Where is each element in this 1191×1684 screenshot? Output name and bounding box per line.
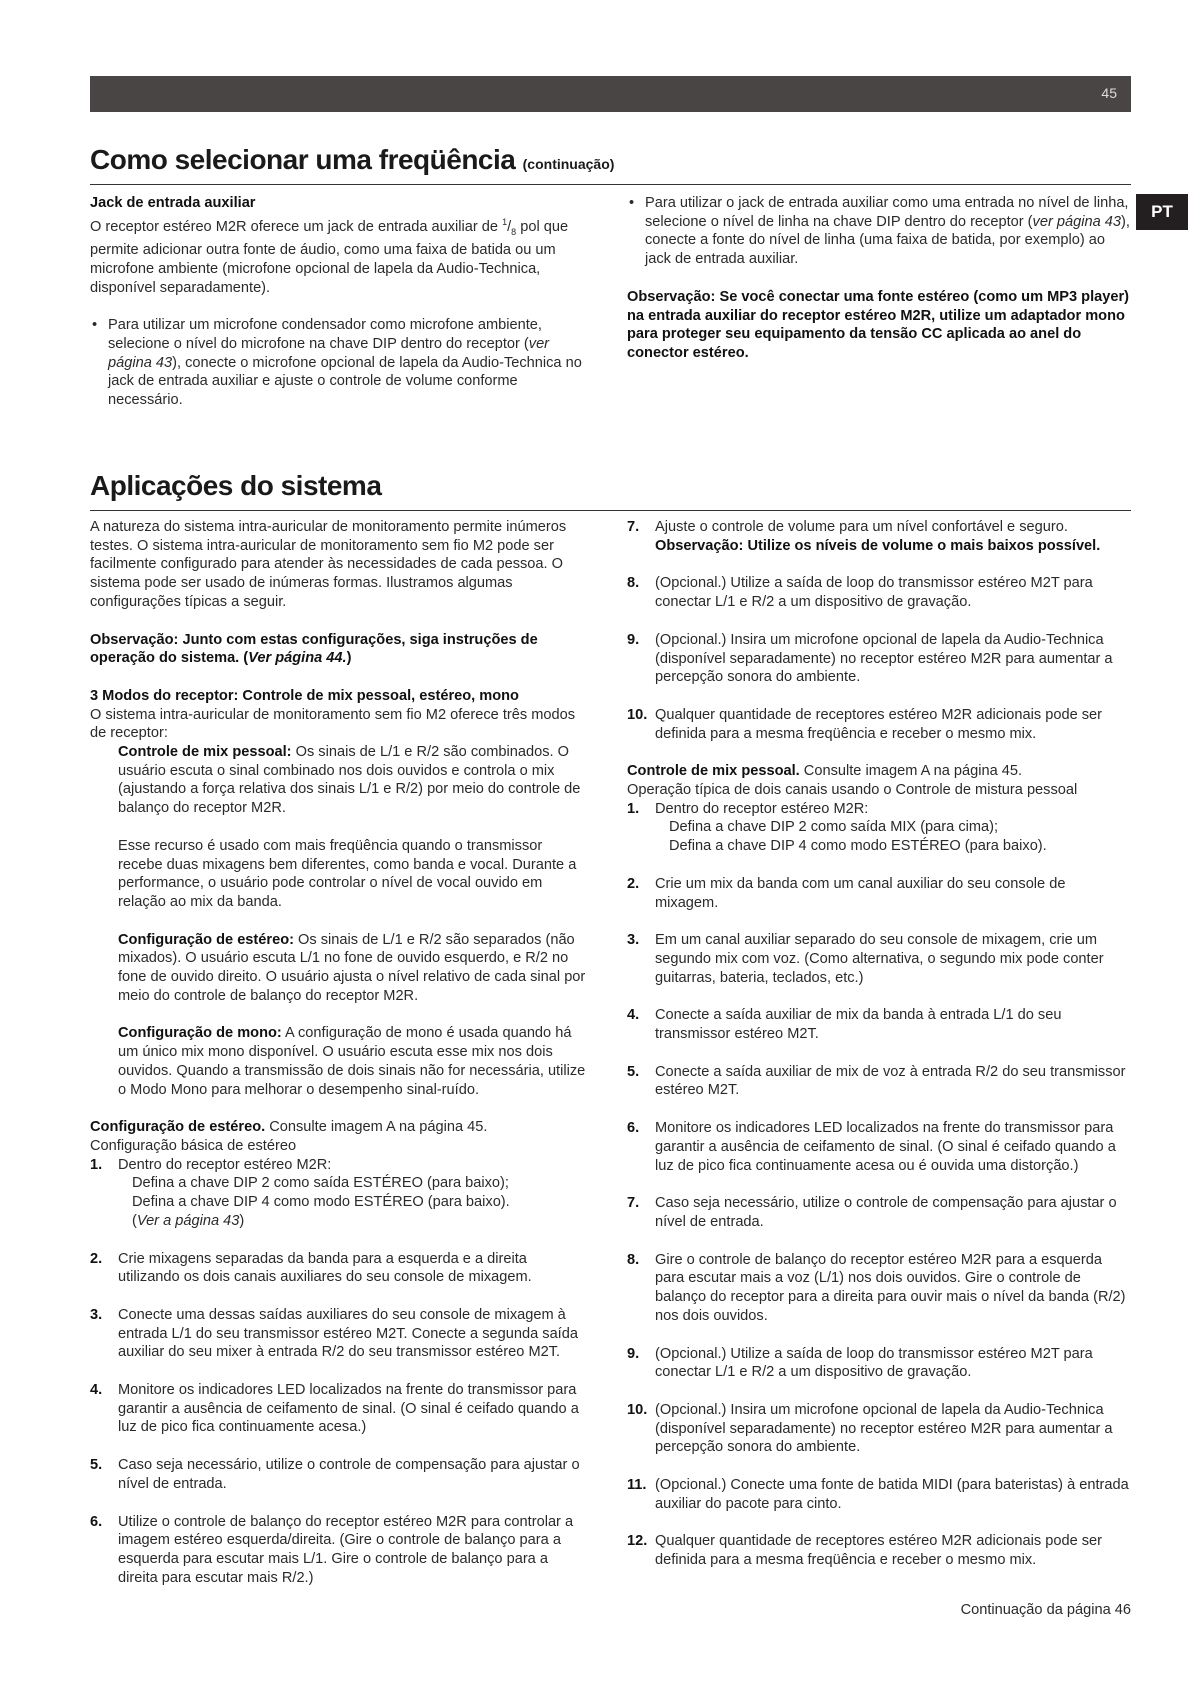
step-number: 2.: [90, 1250, 103, 1267]
mode-personal-mix: Controle de mix pessoal: Os sinais de L/1 e R/2 são combinados. O usuário escuta o sinal combinado nos dois ouvidos e controla o mix (ajustando a força relativa dos sinais L/1 e R/2) por meio do controle de balanço do receptor M2R. Esse recurso é usado com mais freqüência quando o transmissor recebe duas mixagens bem diferentes, como banda e vocal. Durante a performance, o usuário pode controlar o nível de vocal ouvido em relação ao mix da banda. Configuração de estéreo: Os sinais de L/1 e R/2 são separados (não mixados). O usuário escuta L/1 no fone de ouvido esquerdo, e R/2 no fone de ouvido direito. O usuário ajusta o nível relativo de cada sinal por meio do controle de balanço do receptor M2R. Configuração de mono: A configuração de mono é usada quando há um único mix mono disponível. O usuário escuta esse mix nos dois ouvidos. Quando a transmissão de dois sinais não for necessária, utilize o Modo Mono para melhorar o desempenho sinal-ruído.: [90, 743, 590, 1099]
aux-left-column: [90, 194, 590, 429]
step-item: 7. Ajuste o controle de volume para um nível confortável e seguro. Observação: Utilize os níveis de volume o mais baixos possível.: [627, 519, 1101, 554]
step-item: [627, 1119, 1132, 1175]
step-item: [90, 1381, 590, 1437]
step-item: [627, 931, 1132, 987]
step-text: Em um canal auxiliar separado do seu console de mixagem, crie um segundo mix com voz. (Como alternativa, o segundo mix pode conter guitarras, bateria, teclados, etc.): [655, 932, 1104, 986]
section-title-frequency: Como selecionar uma freqüência (continuação): [90, 144, 615, 175]
step-number: 3.: [627, 932, 640, 949]
step-text: Crie mixagens separadas da banda para a esquerda e a direita utilizando os dois canais auxiliares do seu console de mixagem.: [118, 1250, 532, 1286]
step-text: Conecte a saída auxiliar de mix da banda à entrada L/1 do seu transmissor estéreo M2T.: [655, 1007, 1062, 1043]
page-number: 45: [1101, 85, 1117, 101]
step-number: 4.: [90, 1382, 103, 1399]
step-text: Monitore os indicadores LED localizados na frente do transmissor para garantir a ausência de ceifamento de sinal. (O sinal é ceifado quando a luz de pico fica continuamente acesa.): [118, 1382, 579, 1436]
step-number: 8.: [627, 1251, 640, 1268]
step-number: 4.: [627, 1007, 640, 1024]
step-number: 8.: [627, 575, 640, 592]
step-item: [627, 875, 1132, 912]
mode-mono: Configuração de mono: A configuração de mono é usada quando há um único mix mono disponível. O usuário escuta esse mix nos dois ouvidos. Quando a transmissão de dois sinais não for necessária, utilize o Modo Mono para melhorar o desempenho sinal-ruído.: [118, 1025, 586, 1098]
step-text: Conecte a saída auxiliar de mix de voz à entrada R/2 do seu transmissor estéreo M2T.: [655, 1063, 1126, 1099]
title-suffix: (continuação): [522, 156, 615, 172]
step-number: 11.: [627, 1477, 647, 1494]
continuation-note: Continuação da página 46: [960, 1602, 1131, 1618]
aux-right-column: [627, 194, 1132, 382]
step-number: 6.: [90, 1513, 103, 1530]
step-text: Monitore os indicadores LED localizados na frente do transmissor para garantir a ausência de ceifamento de sinal. (O sinal é ceifado quando a luz de pico fica continuamente acesa ou é ouvida uma distorção.): [655, 1120, 1116, 1174]
step-item: [90, 1250, 590, 1287]
aux-heading: Jack de entrada auxiliar: [90, 195, 256, 211]
section-divider: [90, 510, 1131, 511]
step-number: 9.: [627, 631, 640, 648]
step-number: 9.: [627, 1345, 640, 1362]
step-item: [627, 1476, 1132, 1513]
stereo-config: Configuração de estéreo. Consulte imagem A na página 45. Configuração básica de estéreo 1. Dentro do receptor estéreo M2R: Defina a chave DIP 2 como saída ESTÉREO (para baixo); Defina a chave DIP 4 como modo ESTÉREO (para baixo). (Ver a página 43) 2. Crie mixagens separadas da banda para a esquerda e a direita utilizando os dois canais auxiliares do seu console de mixagem. 3. Conecte uma dessas saídas auxiliares do seu console de mixagem à entrada L/1 do seu transmissor estéreo M2T. Conecte a segunda saída auxiliar do seu mixer à entrada R/2 do seu transmissor estéreo M2T. 4. Monitore os indicadores LED localizados na frente do transmissor para garantir a ausência de ceifamento de sinal. (O sinal é ceifado quando a luz de pico fica continuamente acesa.) 5. Caso seja necessário, utilize o controle de compensação para ajustar o nível de entrada. 6. Utilize o controle de balanço do receptor estéreo M2R para controlar a imagem estéreo esquerda/direita. (Gire o controle de balanço para a esquerda para escutar mais L/1. Gire o controle de balanço para a direita para escutar mais R/2.): [90, 1118, 590, 1587]
step-item: 1. Dentro do receptor estéreo M2R: Defina a chave DIP 2 como saída MIX (para cima); Defina a chave DIP 4 como modo ESTÉREO (para baixo).: [627, 800, 1047, 855]
step-item: [90, 1306, 590, 1362]
step-number: 3.: [90, 1306, 103, 1323]
step-number: 5.: [627, 1063, 640, 1080]
step-text: Caso seja necessário, utilize o controle de compensação para ajustar o nível de entrada.: [118, 1457, 580, 1492]
step-number: 7.: [627, 1195, 640, 1212]
page-header-bar: [90, 76, 1131, 112]
step-item: [627, 1251, 1132, 1326]
step-number: 5.: [90, 1457, 103, 1474]
personal-mix-steps-list: [627, 875, 1132, 1570]
section-title-applications: Aplicações do sistema: [90, 470, 382, 501]
right-steps-list: [627, 574, 1132, 743]
step-item: [627, 706, 1132, 743]
step-text: (Opcional.) Conecte uma fonte de batida MIDI (para bateristas) à entrada auxiliar do pacote para cinto.: [655, 1477, 1129, 1512]
personal-mix-config: Controle de mix pessoal. Consulte imagem A na página 45. Operação típica de dois canais usando o Controle de mistura pessoal 1. Dentro do receptor estéreo M2R: Defina a chave DIP 2 como saída MIX (para cima); Defina a chave DIP 4 como modo ESTÉREO (para baixo). 2. Crie um mix da banda com um canal auxiliar do seu console de mixagem. 3. Em um canal auxiliar separado do seu console de mixagem, crie um segundo mix com voz. (Como alternativa, o segundo mix pode conter guitarras, bateria, teclados, etc.) 4. Conecte a saída auxiliar de mix da banda à entrada L/1 do seu transmissor estéreo M2T. 5. Conecte a saída auxiliar de mix de voz à entrada R/2 do seu transmissor estéreo M2T. 6. Monitore os indicadores LED localizados na frente do transmissor para garantir a ausência de ceifamento de sinal. (O sinal é ceifado quando a luz de pico fica continuamente acesa ou é ouvida uma distorção.) 7. Caso seja necessário, utilize o controle de compensação para ajustar o nível de entrada. 8. Gire o controle de balanço do receptor estéreo M2R para a esquerda para escutar mais a voz (L/1) nos dois ouvidos. Gire o controle de balanço do receptor para a direita para ouvir mais o nível da banda (R/2) nos dois ouvidos. 9. (Opcional.) Utilize a saída de loop do transmissor estéreo M2T para conectar L/1 e R/2 a um dispositivo de gravação. 10. (Opcional.) Insira um microfone opcional de lapela da Audio-Technica (disponível separadamente) no receptor estéreo M2R para aumentar a percepção sonora do ambiente. 11. (Opcional.) Conecte uma fonte de batida MIDI (para bateristas) à entrada auxiliar do pacote para cinto. 12. Qualquer quantidade de receptores estéreo M2R adicionais pode ser definida para a mesma freqüência e receber o mesmo mix.: [627, 762, 1132, 1570]
step-text: Utilize o controle de balanço do receptor estéreo M2R para controlar a imagem estéreo esquerda/direita. (Gire o controle de balanço para a esquerda para escutar mais L/1. Gire o controle de balanço para a direita para escutar mais R/2.): [118, 1513, 574, 1586]
step-text: (Opcional.) Utilize a saída de loop do transmissor estéreo M2T para conectar L/1 e R/2 a um dispositivo de gravação.: [655, 575, 1093, 611]
step-number: 2.: [627, 875, 640, 892]
step-item: [627, 631, 1132, 687]
step-text: (Opcional.) Insira um microfone opcional de lapela da Audio-Technica (disponível separadamente) no receptor estéreo M2R para aumentar a percepção sonora do ambiente.: [655, 631, 1113, 686]
step-text: Crie um mix da banda com um canal auxiliar do seu console de mixagem.: [655, 875, 1066, 911]
step-text: Gire o controle de balanço do receptor estéreo M2R para a esquerda para escutar mais a voz (L/1) nos dois ouvidos. Gire o controle de balanço do receptor para a direita para ouvir mais o nível da banda (R/2) nos dois ouvidos.: [655, 1251, 1126, 1324]
modes-block: 3 Modos do receptor: Controle de mix pessoal, estéreo, mono O sistema intra-auricular de monitoramento sem fio M2 oferece três modos de receptor:: [90, 687, 576, 742]
step-text: Qualquer quantidade de receptores estéreo M2R adicionais pode ser definida para a mesma freqüência e receber o mesmo mix.: [655, 1533, 1103, 1569]
applications-left-column: [90, 518, 590, 1606]
step-item: [627, 574, 1132, 611]
stereo-note: Observação: Se você conectar uma fonte estéreo (como um MP3 player) na entrada auxiliar do receptor estéreo M2R, utilize um adaptador mono para proteger seu equipamento da tensão CC aplicada ao anel do conector estéreo.: [627, 288, 1130, 361]
stereo-steps-list: [90, 1250, 590, 1588]
language-tab: PT: [1136, 194, 1188, 230]
step-number: 6.: [627, 1120, 640, 1137]
step-number: 12.: [627, 1533, 648, 1550]
step-text: Caso seja necessário, utilize o controle de compensação para ajustar o nível de entrada.: [655, 1195, 1117, 1230]
aux-paragraph: Jack de entrada auxiliar O receptor estéreo M2R oferece um jack de entrada auxiliar de $^1/_8$ pol que permite adicionar outra fonte de áudio, como uma faixa de batida ou um microfone ambiente (microfone opcional de lapela da Audio-Technica, disponível separadamente).: [90, 195, 569, 296]
step-number: 10.: [627, 1401, 648, 1418]
step-number: 10.: [627, 706, 648, 723]
intro-paragraph: A natureza do sistema intra-auricular de monitoramento permite inúmeros testes. O sistema intra-auricular de monitoramento sem fio M2 pode ser facilmente configurado para atender às necessidades de cada pessoa. O sistema pode ser usado de inúmeras formas. Ilustramos algumas configurações típicas a seguir.: [90, 519, 567, 610]
step-item: [627, 1401, 1132, 1457]
mode-stereo: Configuração de estéreo: Os sinais de L/1 e R/2 são separados (não mixados). O usuário escuta L/1 no fone de ouvido esquerdo, e R/2 no fone de ouvido direito. O usuário ajusta o nível relativo de cada sinal por meio do controle de balanço do receptor M2R.: [118, 931, 586, 1004]
step-item: [90, 1456, 590, 1493]
obs-note: Observação: Junto com estas configurações, siga instruções de operação do sistema. (Ver página 44.): [90, 631, 538, 667]
step-item: [627, 1006, 1132, 1043]
step-text: Qualquer quantidade de receptores estéreo M2R adicionais pode ser definida para a mesma freqüência e receber o mesmo mix.: [655, 706, 1103, 742]
step-item: [627, 1194, 1132, 1231]
step-item: [90, 1513, 590, 1588]
step-text: (Opcional.) Utilize a saída de loop do transmissor estéreo M2T para conectar L/1 e R/2 a um dispositivo de gravação.: [655, 1345, 1093, 1381]
step-item: [627, 1532, 1132, 1569]
bullet-item: • Para utilizar um microfone condensador como microfone ambiente, selecione o nível do microfone na chave DIP dentro do receptor (ver página 43), conecte o microfone opcional de lapela da Audio-Technica no jack de entrada auxiliar e ajuste o controle de volume conforme necessário.: [92, 317, 582, 409]
bullet-item: • Para utilizar o jack de entrada auxiliar como uma entrada no nível de linha, selecione o nível de linha na chave DIP dentro do receptor (ver página 43), conecte a fonte do nível de linha (uma faixa de batida, por exemplo) ao jack de entrada auxiliar.: [629, 195, 1130, 268]
modes-heading: 3 Modos do receptor: Controle de mix pessoal, estéreo, mono: [90, 687, 519, 704]
step-text: (Opcional.) Insira um microfone opcional de lapela da Audio-Technica (disponível separadamente) no receptor estéreo M2R para aumentar a percepção sonora do ambiente.: [655, 1401, 1113, 1456]
step-item: [627, 1345, 1132, 1382]
step-text: Conecte uma dessas saídas auxiliares do seu console de mixagem à entrada L/1 do seu transmissor estéreo M2T. Conecte a segunda saída auxiliar do seu mixer à entrada R/2 do seu transmissor estéreo M2T.: [118, 1306, 578, 1361]
applications-right-column: [627, 518, 1132, 1589]
section-divider: [90, 184, 1131, 185]
step-item: [627, 1063, 1132, 1100]
step-item: 1. Dentro do receptor estéreo M2R: Defina a chave DIP 2 como saída ESTÉREO (para baixo); Defina a chave DIP 4 como modo ESTÉREO (para baixo). (Ver a página 43): [90, 1156, 510, 1229]
